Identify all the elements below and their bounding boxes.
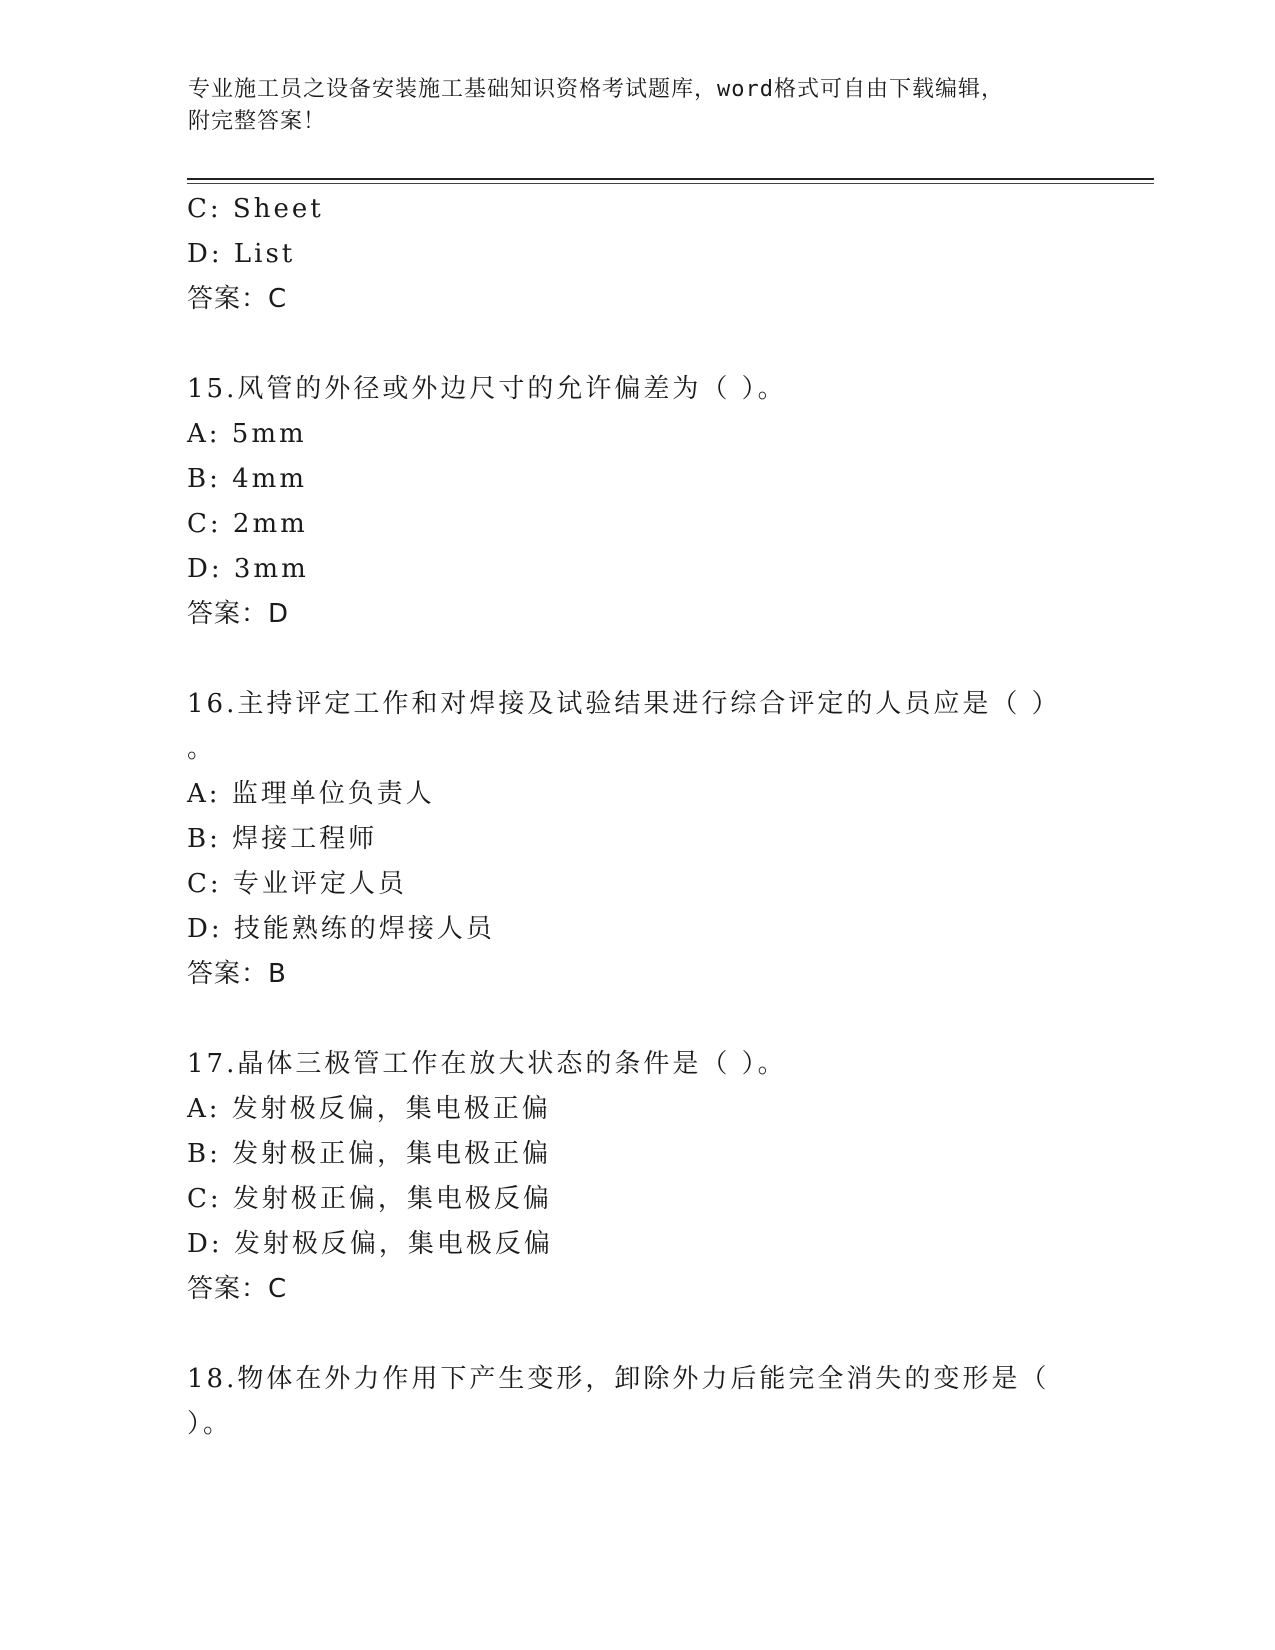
option-c: C: 专业评定人员	[187, 869, 407, 899]
header-divider-thick	[187, 178, 1154, 180]
option-a: A: 监理单位负责人	[187, 779, 435, 809]
question-stem: 16.主持评定工作和对焊接及试验结果进行综合评定的人员应是（ ）	[187, 689, 1061, 719]
option-b: B: 焊接工程师	[187, 824, 378, 854]
option-a: A: 发射极反偏，集电极正偏	[187, 1094, 551, 1124]
option-d: D: List	[187, 239, 296, 269]
answer-line: 答案：D	[187, 599, 290, 629]
answer-line: 答案：B	[187, 959, 287, 989]
option-d: D: 技能熟练的焊接人员	[187, 914, 495, 944]
option-b: B: 发射极正偏，集电极正偏	[187, 1139, 552, 1169]
question-stem-continuation: 。	[187, 734, 217, 764]
header-line-2: 附完整答案！	[188, 109, 327, 134]
question-stem: 15.风管的外径或外边尺寸的允许偏差为（ ）。	[187, 374, 787, 404]
question-stem: 17.晶体三极管工作在放大状态的条件是（ ）。	[187, 1049, 787, 1079]
question-stem: 18.物体在外力作用下产生变形，卸除外力后能完全消失的变形是（	[187, 1364, 1050, 1394]
option-b: B: 4mm	[187, 464, 307, 494]
document-header	[188, 74, 1068, 138]
option-d: D: 发射极反偏，集电极反偏	[187, 1229, 553, 1259]
option-c: C: 2mm	[187, 509, 308, 539]
answer-line: 答案：C	[187, 284, 288, 314]
option-c: C: 发射极正偏，集电极反偏	[187, 1184, 552, 1214]
option-c: C: Sheet	[187, 194, 324, 224]
header-line-1: 专业施工员之设备安装施工基础知识资格考试题库，word格式可自由下载编辑，	[188, 77, 1004, 102]
question-stem-continuation: ）。	[187, 1409, 233, 1439]
option-d: D: 3mm	[187, 554, 309, 584]
header-divider-thin	[187, 183, 1154, 184]
option-a: A: 5mm	[187, 419, 307, 449]
answer-line: 答案：C	[187, 1274, 288, 1304]
